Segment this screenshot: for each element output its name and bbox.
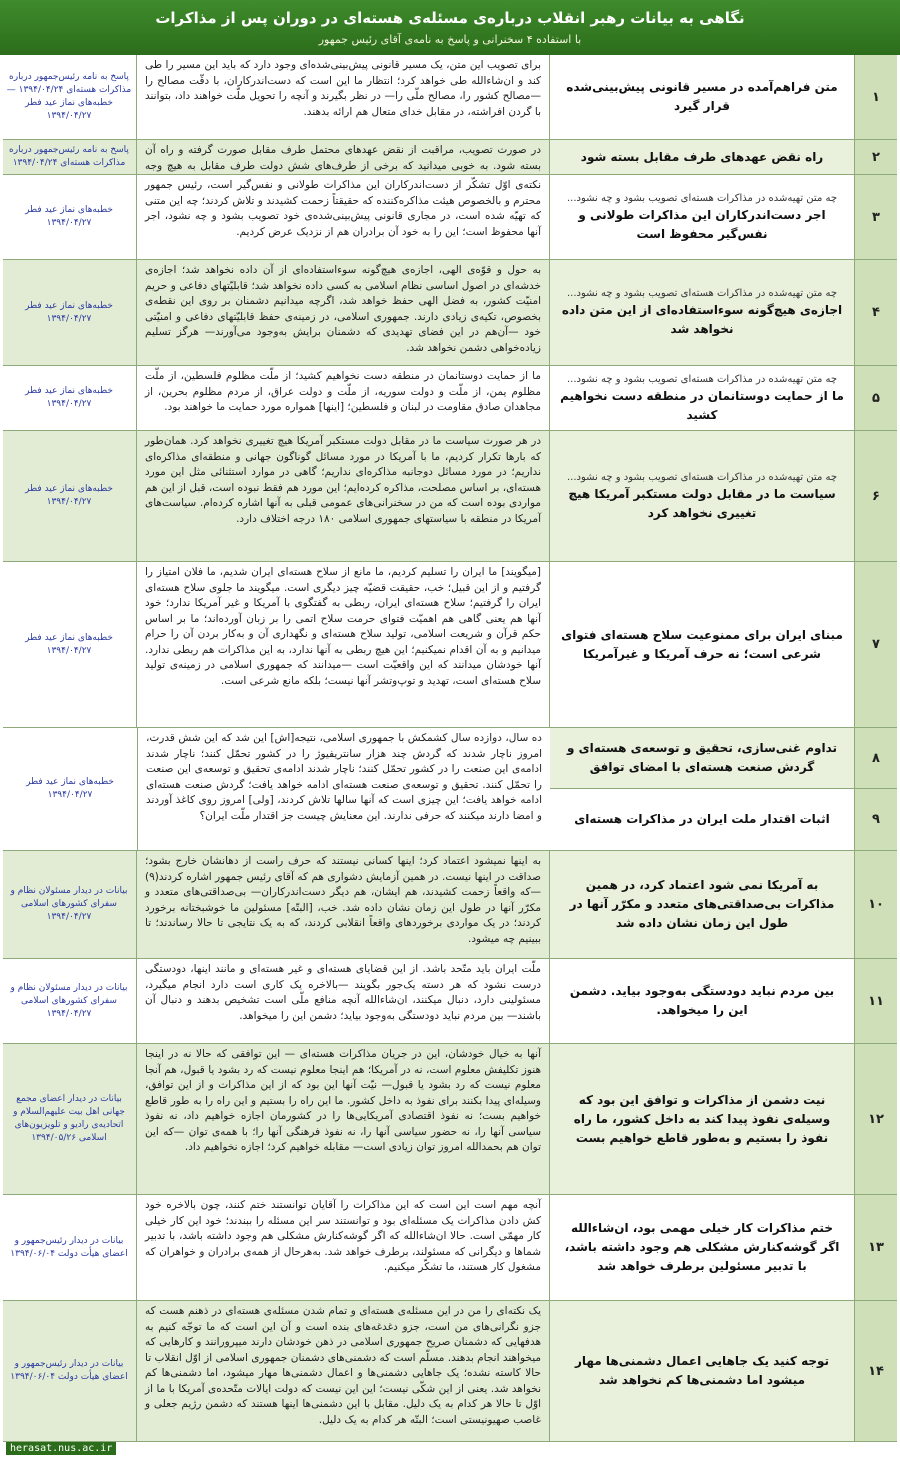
row-quote: در صورت تصویب، مراقبت از نقض عهدهای محتمل طرف مقابل صورت گرفته و راه آن بسته شود. به خوبی میدانید که برخی از طرف‌های شش دولت طرف مقابل به هیچ وجه <box>136 140 549 174</box>
merged-row-topics <box>550 728 897 850</box>
row-quote: ملّت ایران باید متّحد باشد. از این قضایای هسته‌ای و غیر هسته‌ای و مانند اینها، دودستگی درست نشود که هر دسته یک‌جور بگویند —بالاخره یک کاری است دارد انجام میگیرد، مسئولینی دارد، دنبال میکنند، ان‌شاءالله آنچه منافع ملّی است تشخیص بدهند و دنبال آن باشند— بین مردم نباید دودستگی به‌وجود بیاید؛ دشمن این را میخواهد. <box>136 959 549 1043</box>
row-quote: آنها به خیال خودشان، این در جریان مذاکرات هسته‌ای — این توافقی که حالا نه در اینجا هنوز تکلیفش معلوم است، نه در آمریکا؛ هم اینجا معلوم نیست که رد بشود یا قبول، هم آنجا معلوم نیست که رد بشود یا قبول— نیّت آنها این بود که از این مذاکرات و از این توافق، وسیله‌ای پیدا بکنند برای نفوذ به داخل کشور. ما این راه را بستیم و این راه را به طور قاطع خواهیم بست؛ نه نفوذ اقتصادی آمریکایی‌ها را در کشورمان اجازه خواهیم داد، نه نفوذ سیاسی آنها را، نه حضور سیاسی آنها را، نه نفوذ فرهنگی آنها را؛ با همه‌ی توان —که این توان هم بحمدالله امروز توان زیادی است— مقابله خواهیم کرد؛ اجازه نخواهیم داد. <box>136 1044 549 1194</box>
row-topic <box>549 562 854 727</box>
topic-heading: ما از حمایت دوستانمان در منطقه دست نخواهیم کشید <box>560 388 844 422</box>
row-quote: ما از حمایت دوستانمان در منطقه دست نخواهیم کشید؛ از ملّت مظلوم فلسطین، از ملّت مظلوم یمن، از ملّت و دولت سوریه، از ملّت و دولت عراق، از مردم مظلوم بحرین، از مجاهدان صادق مقاومت در لبنان و فلسطین؛ [اینها] همواره مورد حمایت ما خواهند بود. <box>136 366 549 430</box>
page-title: نگاهی به بیانات رهبر انقلاب درباره‌ی مسئله‌ی هسته‌ای در دوران پس از مذاکرات <box>155 9 745 27</box>
header <box>0 0 900 57</box>
table-row <box>3 366 897 431</box>
table-row <box>3 1044 897 1195</box>
row-number: ۲ <box>854 140 897 174</box>
row-number: ۴ <box>854 260 897 365</box>
row-number: ۹ <box>854 789 897 850</box>
row-source[interactable]: بیانات در دیدار رئیس‌جمهور و اعضای هیأت دولت ۱۳۹۴/۰۶/۰۴ <box>10 1235 128 1259</box>
table-row <box>3 431 897 562</box>
row-quote: به حول و قوّه‌ی الهی، اجازه‌ی هیچ‌گونه سوءاستفاده‌ای از آن داده نخواهد شد؛ اجازه‌ی خدشه‌ای در اصول اساسی نظام اسلامی به کسی داده نخواهد شد؛ قابلیّتهای دفاعی و حریم امنیّت کشور، به فضل الهی حفظ خواهد شد، اگرچه میدانیم دشمنان بر روی این نقطه‌ی بخصوص، تکیه‌ی زیادی دارند. جمهوری اسلامی، در زمینه‌ی حفظ قابلیّتهای دفاعی و امنیّتی خود —آن‌هم در این فضای تهدیدی که دشمنان برایش به‌وجود می‌آورند— هرگز تسلیم زیاده‌خواهی دشمن نخواهد شد. <box>136 260 549 365</box>
topic-heading: بین مردم نباید دودستگی به‌وجود بیاید. دشمن این را میخواهد. <box>569 984 835 1017</box>
topic-heading: تداوم غنی‌سازی، تحقیق و توسعه‌ی هسته‌ای و گردش صنعت هسته‌ای با امضای توافق <box>567 741 837 774</box>
row-source[interactable]: خطبه‌های نماز عید فطر ۱۳۹۴/۰۴/۲۷ <box>25 632 113 656</box>
table-row <box>3 175 897 260</box>
table-row <box>3 55 897 140</box>
table-row <box>3 959 897 1044</box>
topic-preface: چه متن تهیه‌شده در مذاکرات هسته‌ای تصویب بشود و چه نشود... <box>566 288 838 299</box>
row-source[interactable]: بیانات در دیدار اعضای مجمع جهانی اهل بیت علیهم‌السلام و اتحادیه‌ی رادیو و تلویزیون‌های اسلامی ۱۳۹۴/۰۵/۲۶ <box>3 1044 136 1194</box>
row-quote: در هر صورت سیاست ما در مقابل دولت مستکبر آمریکا هیچ تغییری نخواهد کرد. همان‌طور که بارها تکرار کردیم، ما با آمریکا در مورد مسائل گوناگون جهانی و منطقه‌ای مذاکره‌ای نداریم؛ در مورد مسائل دوجانبه مذاکره‌ای نداریم؛ گاهی در موارد استثنائی مثل این مورد هسته‌ای، بر اساس مصلحت، مذاکره کرده‌ایم؛ این مورد هم فقط نبوده است، قبل از این هم مواردی بوده است که من در سخنرانی‌های عمومی قبلی به آنها اشاره کرده‌ام. سیاست‌های آمریکا در منطقه با سیاستهای جمهوری اسلامی ۱۸۰ درجه اختلاف دارد. <box>136 431 549 561</box>
row-source[interactable]: بیانات در دیدار مسئولان نظام و سفرای کشورهای اسلامی ۱۳۹۴/۰۴/۲۷ <box>10 982 128 1019</box>
table-row <box>3 1301 897 1442</box>
topic-heading: راه نقض عهدهای طرف مقابل بسته شود <box>580 149 824 164</box>
row-topic <box>549 366 854 430</box>
row-quote: برای تصویب این متن، یک مسیر قانونی پیش‌بینی‌شده‌ای وجود دارد که باید این مسیر را طی کند و ان‌شاءالله طی خواهد کرد؛ انتظار ما این است که دست‌اندرکاران، با دقّت مصالح را —مصالح کشور را، مصالح ملّی را— در نظر بگیرند و آنچه را تحویل ملّت خواهند داد، بتوانند با گردن افراشته، در مقابل خدای متعال هم ارائه بدهند. <box>136 55 549 139</box>
topic-preface: چه متن تهیه‌شده در مذاکرات هسته‌ای تصویب بشود و چه نشود... <box>566 192 838 204</box>
row-number: ۱ <box>854 55 897 139</box>
row-source[interactable]: بیانات در دیدار رئیس‌جمهور و اعضای هیأت دولت ۱۳۹۴/۰۶/۰۴ <box>3 1301 136 1441</box>
row-number: ۸ <box>854 728 897 788</box>
row-number: ۱۱ <box>854 959 897 1043</box>
topic-heading: نیت دشمن از مذاکرات و توافق این بود که وسیله‌ی نفوذ پیدا کند به داخل کشور، ما راه نفوذ را بستیم و به‌طور قاطع خواهیم بست <box>573 1092 831 1145</box>
row-number: ۱۲ <box>854 1044 897 1194</box>
row-quote: یک نکته‌ای را من در این مسئله‌ی هسته‌ای و تمام شدن مسئله‌ی هسته‌ای در ذهنم هست که جزو نگرانی‌های من است، جزو دغدغه‌های بنده است و آن این است که ما توجّه کنیم به هدفهایی که دشمنان صریح جمهوری اسلامی در ذهن خودشان دارند میپرورانند و کارهایی که میخواهند انجام بدهند. مسلّم است که دشمنی‌های دشمنان جمهوری اسلامی از اوّل انقلاب تا حالا کاسته نشده؛ یک جاهایی دشمنی‌ها و اعمال دشمنی‌ها مهار میشود، اما دشمنی‌ها کم نخواهد شد. یعنی از این شکّی نیست؛ این این نیست که دولت ایالات متّحده‌ی آمریکا با ما از اوّل تا حالا هر کدام به یک دلیل. مقابل با این دشمنی‌ها اینها هستند که دشمن رژیم جعلی و غاصب صهیونیستی است؛ البتّه هر کدام به یک دلیل. <box>136 1301 549 1441</box>
row-source[interactable]: پاسخ به نامه رئیس‌جمهور درباره مذاکرات هسته‌ای ۱۳۹۴/۰۴/۲۴ <box>3 140 136 174</box>
row-quote: به اینها نمیشود اعتماد کرد؛ اینها کسانی نیستند که حرف راست از دهانشان خارج بشود؛ صداقت در اینها نیست. در همین آزمایش دشواری هم که آقای رئیس جمهور اشاره کردند(۹) —که واقعاً زحمت کشیدند، هم ایشان، هم دیگر دست‌اندرکاران— بی‌صداقتی‌های متعدد و مکرّر آنها در طول این زمان نشان داده شد. خب، [البتّه] مسئولین ما خوشبختانه برخورد کردند؛ در یک مواردی برخوردهای واقعاً انقلابی کردند، که به یک نتایجی تا حالا رساندند؛ تا ببینیم چه میشود. <box>136 851 549 958</box>
topic-heading: ختم مذاکرات کار خیلی مهمی بود، ان‌شاءالله اگر گوشه‌کنارش مشکلی هم وجود داشته باشد، با تدبیر مسئولین برطرف خواهد شد <box>564 1221 840 1273</box>
row-topic <box>549 260 854 365</box>
topic-heading: متن فراهم‌آمده در مسیر قانونی پیش‌بینی‌شده قرار گیرد <box>566 80 838 113</box>
topic-heading: سیاست ما در مقابل دولت مستکبر آمریکا هیچ تغییری نخواهد کرد <box>568 486 836 520</box>
merged-row-group <box>3 728 897 851</box>
row-number: ۱۳ <box>854 1195 897 1300</box>
row-topic <box>549 851 854 958</box>
row-quote: نکته‌ی اوّل تشکّر از دست‌اندرکاران این مذاکرات طولانی و نفس‌گیر است، رئیس جمهور محترم و بالخصوص هیئت مذاکره‌کننده که حقیقتاً زحمت کشیدند و تلاش کردند؛ چه این متنی که تهیّه شده است، در مجاری قانونی پیش‌بینی‌شده‌ی خود تصویب بشود و چه نشود، اجر آنها محفوظ است؛ این را به خود آن برادران هم از نزدیک عرض کردیم. <box>136 175 549 259</box>
topic-preface: چه متن تهیه‌شده در مذاکرات هسته‌ای تصویب بشود و چه نشود... <box>566 373 838 385</box>
row-number: ۱۰ <box>854 851 897 958</box>
row-source[interactable]: بیانات در دیدار مسئولان نظام و سفرای کشورهای اسلامی ۱۳۹۴/۰۴/۲۷ <box>3 851 136 958</box>
row-source[interactable]: پاسخ به نامه رئیس‌جمهور درباره مذاکرات هسته‌ای ۱۳۹۴/۰۴/۲۴ — خطبه‌های نماز عید فطر ۱۳۹۴/۰۴/۲۷ <box>6 72 132 121</box>
row-source[interactable]: خطبه‌های نماز عید فطر ۱۳۹۴/۰۴/۲۷ <box>26 777 114 800</box>
topic-preface: چه متن تهیه‌شده در مذاکرات هسته‌ای تصویب بشود و چه نشود... <box>566 471 838 483</box>
row-source[interactable]: خطبه‌های نماز عید فطر ۱۳۹۴/۰۴/۲۷ <box>3 260 136 365</box>
row-number: ۳ <box>854 175 897 259</box>
topic-heading: مبنای ایران برای ممنوعیت سلاح هسته‌ای فتوای شرعی است؛ نه حرف آمریکا و غیرآمریکا <box>561 627 843 661</box>
topic-heading: اجازه‌ی هیچ‌گونه سوءاستفاده‌ای از این متن داده نخواهد شد <box>561 303 843 336</box>
row-number: ۶ <box>854 431 897 561</box>
row-topic <box>549 1044 854 1194</box>
row-topic <box>549 1301 854 1441</box>
row-number: ۱۴ <box>854 1301 897 1441</box>
row-topic <box>549 140 854 174</box>
topic-heading: توجه کنید یک جاهایی اعمال دشمنی‌ها مهار میشود اما دشمنی‌ها کم نخواهد شد <box>574 1354 830 1387</box>
page-subtitle: با استفاده ۴ سخنرانی و پاسخ به نامه‌ی آقای رئیس جمهور <box>318 33 582 46</box>
row-quote: آنچه مهم است این است که این مذاکرات را آقایان توانستند ختم کنند، چون بالاخره خود کش دادن مذاکرات یک مسئله‌ای بود و توانستند سر این مسئله را ببندند؛ خود این کار خیلی کار مهمّی است. حالا ان‌شاءالله که اگر گوشه‌کنارش مشکلی هم وجود داشته باشد، با تدبیر شماها و دیگرانی که مسئولند، برطرف خواهد شد. به‌هرحال از همه‌ی برادران و خواهران که مشغول کار هستند، ما تشکّر میکنیم. <box>136 1195 549 1300</box>
row-number: ۵ <box>854 366 897 430</box>
row-topic <box>549 431 854 561</box>
row-topic <box>549 55 854 139</box>
row-topic <box>549 959 854 1043</box>
row-topic <box>549 1195 854 1300</box>
row-source[interactable]: خطبه‌های نماز عید فطر ۱۳۹۴/۰۴/۲۷ <box>25 386 113 409</box>
table <box>3 55 897 1442</box>
table-row <box>3 140 897 175</box>
row-topic <box>550 728 854 788</box>
site-link[interactable]: herasat.nus.ac.ir <box>6 1442 116 1455</box>
table-row <box>550 728 897 789</box>
table-row <box>3 851 897 959</box>
table-row <box>3 260 897 366</box>
row-topic <box>549 175 854 259</box>
row-source[interactable]: خطبه‌های نماز عید فطر ۱۳۹۴/۰۴/۲۷ <box>3 431 136 561</box>
row-source[interactable]: خطبه‌های نماز عید فطر ۱۳۹۴/۰۴/۲۷ <box>25 205 113 228</box>
table-row <box>3 562 897 728</box>
row-topic <box>550 789 854 850</box>
row-quote: [میگویند] ما ایران را تسلیم کردیم، ما مانع از سلاح هسته‌ای ایران شدیم، ما فلان امتیاز را گرفتیم و از این قبیل؛ خب، حقیقت قضیّه چیز دیگری است. میگویند ما جلوی سلاح هسته‌ای ایران را گرفتیم؛ سلاح هسته‌ای ایران، ربطی به گفتگوی با آمریکا و غیر آمریکا ندارد؛ خود آنها هم یعنی گاهی هم اهمیّت فتوای حرمت سلاح اتمی را بر زبان آورده‌اند؛ ما بر اساس حکم قرآن و شریعت اسلامی، تولید سلاح هسته‌ای و نگهداری آن و به‌کار بردن آن را حرام میدانیم و به آن اقدام نمیکنیم؛ این هیچ ربطی به آنها ندارد، به این مذاکرات هم ربطی ندارد. آنها خودشان میدانند که این واقعیّت است —میدانند که جمهوری اسلامی در زمینه‌ی تولید سلاح هسته‌ای است، تهدید و توپ‌وتشر آنها نیست؛ بلکه مانع شرعی است. <box>136 562 549 727</box>
row-number: ۷ <box>854 562 897 727</box>
topic-heading: اثبات اقتدار ملت ایران در مذاکرات هسته‌ای <box>574 812 830 826</box>
table-row <box>550 789 897 850</box>
row-quote: ده سال، دوازده سال کشمکش با جمهوری اسلامی، نتیجه[اش] این شد که این شش قدرت، امروز ناچار شدند که گردش چند هزار سانتریفیوژ را در کشور تحمّل کنند؛ ناچار شدند ادامه‌ی این صنعت را در کشور تحمّل کنند؛ ناچار شدند ادامه‌ی تحقیق و توسعه‌ی این صنعت را تحمّل کنند. تحقیق و توسعه‌ی صنعت هسته‌ای ادامه خواهد یافت؛ گردش صنعت هسته‌ای ادامه خواهد یافت؛ این چیزی است که آنها سالها تلاش کردند، [ولی] امروز روی کاغذ آوردند و امضا دارند میکنند که حرفی ندارند. این معنایش چیست جز اقتدار ملّت ایران؟ <box>137 728 550 850</box>
table-row <box>3 1195 897 1301</box>
topic-heading: به آمریکا نمی شود اعتماد کرد، در همین مذاکرات بی‌صداقتی‌های متعدد و مکرّر آنها در طول این زمان نشان داده شد <box>569 878 835 930</box>
topic-heading: اجر دست‌اندرکاران این مذاکرات طولانی و نفس‌گیر محفوظ است <box>578 207 826 241</box>
